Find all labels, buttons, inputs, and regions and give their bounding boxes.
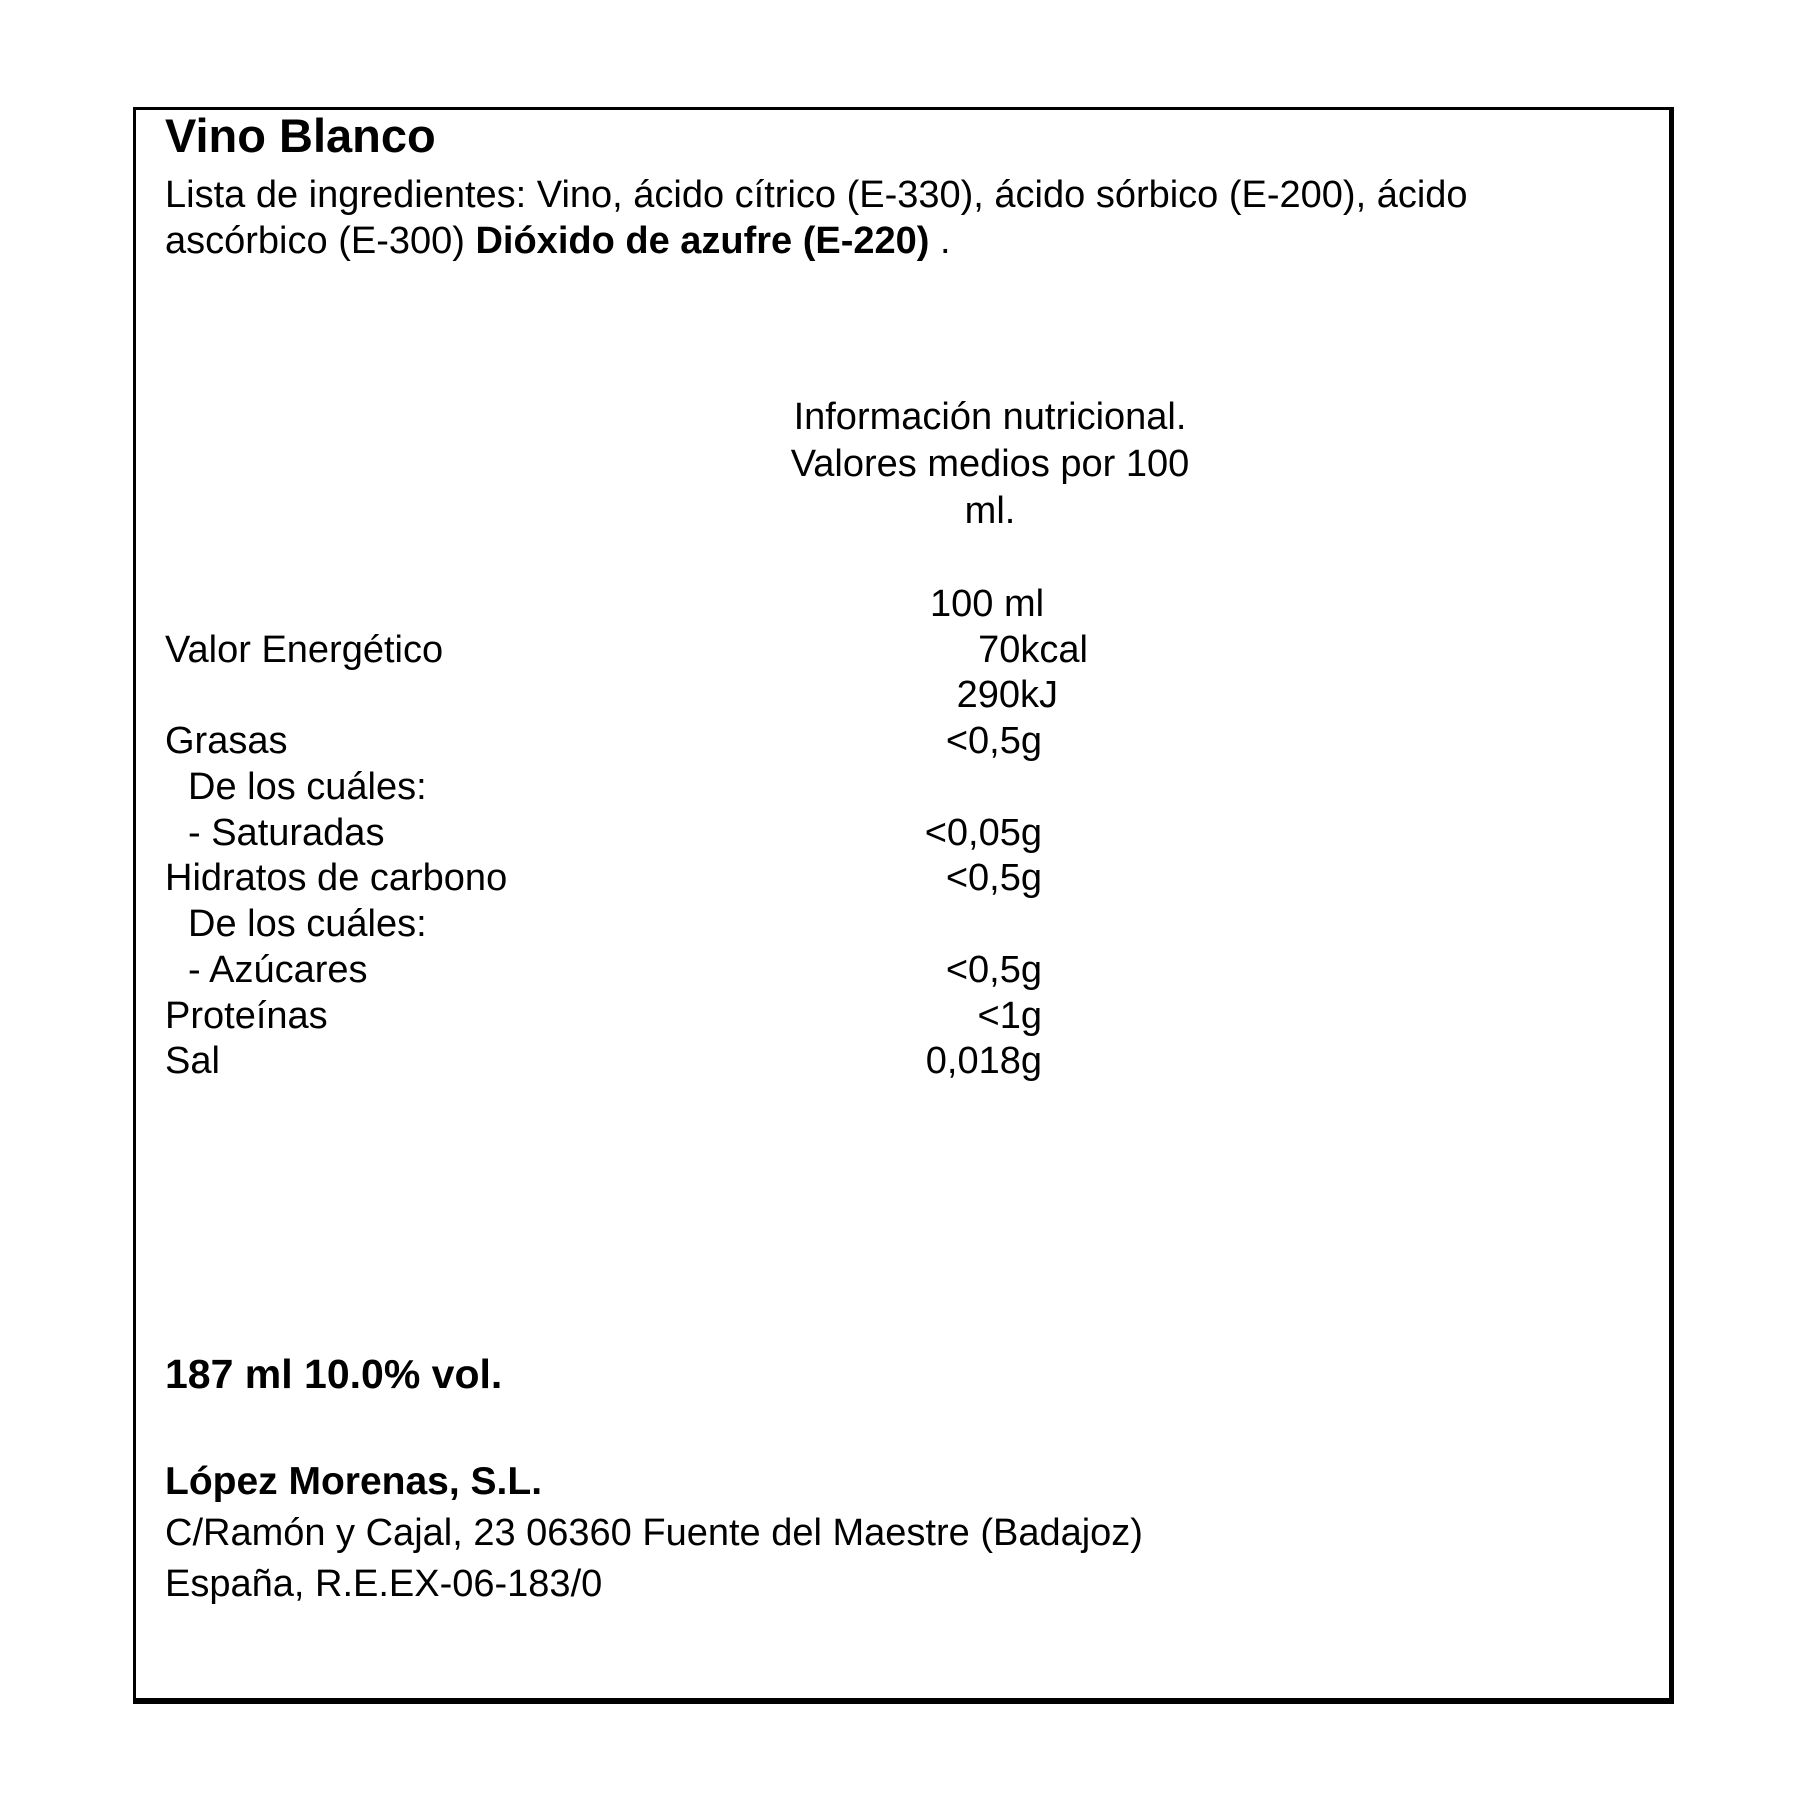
producer-name: López Morenas, S.L. <box>165 1460 543 1503</box>
ingredients-line-2 <box>165 222 951 260</box>
nutrition-header-line-2: Valores medios por 100 <box>790 443 1190 485</box>
nutrition-header-line-1: Información nutricional. <box>793 396 1187 438</box>
row-label-protein: Proteínas <box>165 995 328 1037</box>
ingredients-text: ascórbico (E-300) <box>165 220 476 262</box>
row-label-of-which-carbs: De los cuáles: <box>188 903 427 945</box>
product-title: Vino Blanco <box>165 109 436 162</box>
row-value-energy-kcal: 70kcal <box>978 629 1088 671</box>
row-value-salt: 0,018g <box>925 1040 1042 1082</box>
row-value-energy-kj: 290kJ <box>956 674 1058 716</box>
column-header: 100 ml <box>930 583 1045 625</box>
row-value-fat: <0,5g <box>945 720 1042 762</box>
ingredients-end: . <box>929 220 951 262</box>
volume-alcohol: 187 ml 10.0% vol. <box>165 1351 503 1397</box>
producer-address: C/Ramón y Cajal, 23 06360 Fuente del Maestre (Badajoz) <box>165 1512 1143 1554</box>
row-value-saturated: <0,05g <box>924 812 1042 854</box>
ingredients-line-1: Lista de ingredientes: Vino, ácido cítrico (E-330), ácido sórbico (E-200), ácido <box>165 174 1468 216</box>
row-label-sugars: - Azúcares <box>188 949 368 991</box>
row-label-salt: Sal <box>165 1040 220 1082</box>
row-value-sugars: <0,5g <box>945 949 1042 991</box>
row-value-carbohydrates: <0,5g <box>945 857 1042 899</box>
row-label-of-which-fat: De los cuáles: <box>188 766 427 808</box>
row-label-fat: Grasas <box>165 720 288 762</box>
row-label-carbohydrates: Hidratos de carbono <box>165 857 508 899</box>
allergen-text: Dióxido de azufre (E-220) <box>475 220 930 262</box>
row-value-protein: <1g <box>977 995 1042 1037</box>
nutrition-header-line-3: ml. <box>964 490 1016 532</box>
row-label-saturated: - Saturadas <box>188 812 385 854</box>
producer-registry: España, R.E.EX-06-183/0 <box>165 1563 603 1605</box>
row-label-energy: Valor Energético <box>165 629 444 671</box>
